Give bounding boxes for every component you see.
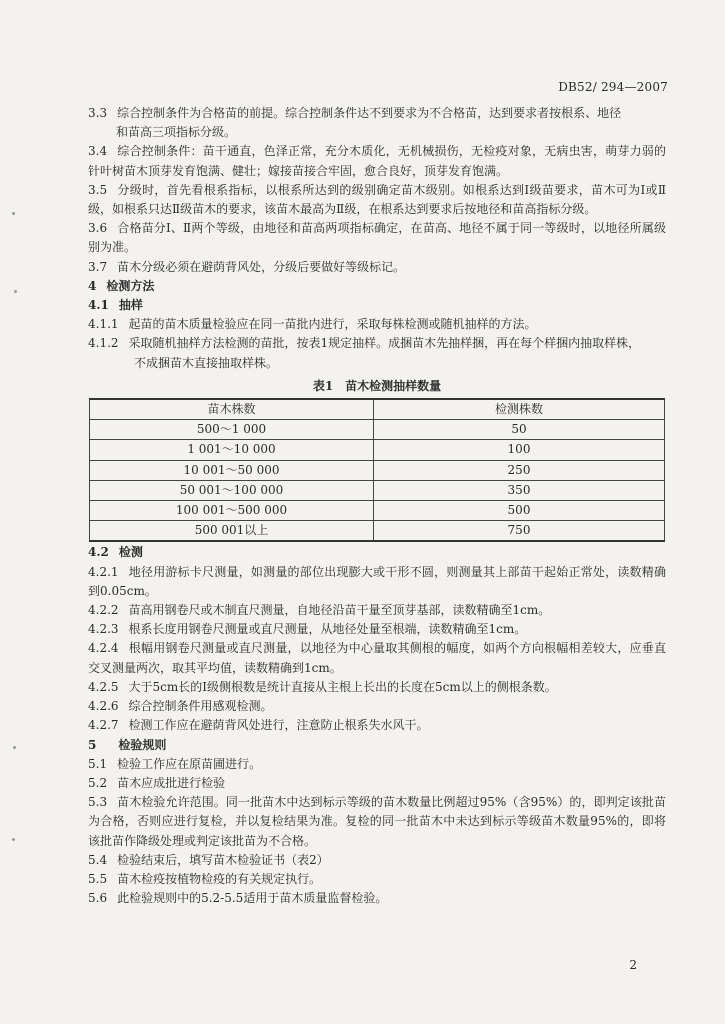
scan-speck [13, 746, 16, 749]
table-cell: 100 [374, 440, 665, 460]
clause-4-2-3: 4.2.3 根系长度用钢卷尺测量或直尺测量，从地径处量至根端，读数精确至1cm。 [88, 622, 527, 637]
clause-4-2-2: 4.2.2 苗高用钢卷尺或木制直尺测量，自地径沿苗干量至顶芽基部，读数精确至1cm。 [88, 603, 551, 618]
table-row [90, 521, 665, 542]
page-content [88, 104, 666, 908]
clause-4-1-1: 4.1.1 起苗的苗木质量检验应在同一苗批内进行，采取每株检测或随机抽样的方法。 [88, 317, 537, 332]
clause-3-7: 3.7 苗木分级必须在避荫背风处，分级后要做好等级标记。 [88, 259, 406, 274]
table-cell: 250 [374, 460, 665, 480]
table-cell: 50 [374, 420, 665, 440]
table-cell: 10 001～50 000 [90, 460, 374, 480]
table-cell: 1 001～10 000 [90, 440, 374, 460]
page-number: 2 [629, 958, 637, 972]
clause-3-5: 3.5 分级时，首先看根系指标，以根系所达到的级别确定苗木级别。如根系达到Ⅰ级苗要求，苗木可为Ⅰ或Ⅱ级，如根系只达Ⅱ级苗木的要求，该苗木最高为Ⅱ级，在根系达到要求后按地径和苗高指标分级。 [88, 182, 666, 217]
clause-3-4: 3.4 综合控制条件：苗干通直，色泽正常，充分木质化，无机械损伤，无检疫对象，无病虫害，萌芽力弱的针叶树苗木顶芽发育饱满、健壮；嫁接苗接合牢固，愈合良好，顶芽发育饱满。 [88, 144, 666, 178]
table-row [90, 440, 665, 460]
scan-speck [12, 212, 15, 215]
section-5-heading: 5 检验规则 [88, 737, 167, 752]
table-header-cell: 检测株数 [374, 399, 665, 420]
clause-5-3: 5.3 苗木检验允许范围。同一批苗木中达到标示等级的苗木数量比例超过95%（含95%）的，即判定该批苗为合格，否则应进行复检，并以复检结果为准。复检的同一批苗木中未达到标示等级苗木数量95%的，即将该批苗作降级处理或判定该批苗为不合格。 [88, 795, 666, 848]
scan-speck [14, 290, 17, 293]
clause-4-2-5: 4.2.5 大于5cm长的Ⅰ级侧根数是统计直接从主根上长出的长度在5cm以上的侧根条数。 [88, 679, 557, 694]
clause-5-2: 5.2 苗木应成批进行检验 [88, 775, 226, 790]
clause-4-1-2: 4.1.2 采取随机抽样方法检测的苗批，按表1规定抽样。成捆苗木先抽样捆，再在每个样捆内抽取样株， [88, 336, 641, 351]
clause-4-2-1: 4.2.1 地径用游标卡尺测量，如测量的部位出现膨大或干形不圆，则测量其上部苗干起始正常处，读数精确到0.05cm。 [88, 564, 666, 598]
section-4-1-heading: 4.1 抽样 [88, 298, 143, 313]
standard-code: DB52/ 294—2007 [558, 80, 668, 94]
clause-3-3-cont: 和苗高三项指标分级。 [116, 125, 237, 140]
scan-speck [12, 838, 15, 841]
table-header-row [90, 399, 665, 420]
table-cell: 100 001～500 000 [90, 501, 374, 521]
clause-5-5: 5.5 苗木检疫按植物检疫的有关规定执行。 [88, 871, 322, 886]
table-cell: 350 [374, 480, 665, 500]
sampling-table [89, 398, 665, 542]
clause-5-1: 5.1 检验工作应在原苗圃进行。 [88, 756, 262, 771]
clause-5-4: 5.4 检验结束后，填写苗木检验证书（表2） [88, 852, 329, 867]
clause-4-1-2-cont: 不成捆苗木直接抽取样株。 [134, 355, 279, 370]
clause-5-6: 5.6 此检验规则中的5.2-5.5适用于苗木质量监督检验。 [88, 891, 388, 906]
clause-4-2-7: 4.2.7 检测工作应在避荫背风处进行，注意防止根系失水风干。 [88, 718, 429, 733]
table-row [90, 501, 665, 521]
table-row [90, 420, 665, 440]
table-1-title: 表1 苗木检测抽样数量 [312, 378, 442, 393]
table-row [90, 480, 665, 500]
table-cell: 500 001以上 [90, 521, 374, 542]
section-4-heading: 4 检测方法 [88, 278, 155, 293]
table-cell: 500 [374, 501, 665, 521]
table-cell: 750 [374, 521, 665, 542]
clause-3-3: 3.3 综合控制条件为合格苗的前提。综合控制条件达不到要求为不合格苗，达到要求者按根系、地径 [88, 106, 622, 120]
clause-4-2-4: 4.2.4 根幅用钢卷尺测量或直尺测量，以地径为中心量取其侧根的幅度，如两个方向根幅相差较大，应垂直交叉测量两次，取其平均值，读数精确到1cm。 [88, 641, 666, 675]
clause-3-6: 3.6 合格苗分Ⅰ、Ⅱ两个等级，由地径和苗高两项指标确定，在苗高、地径不属于同一等级时，以地径所属级别为准。 [88, 221, 666, 255]
table-cell: 50 001～100 000 [90, 480, 374, 500]
table-header-cell: 苗木株数 [90, 399, 374, 420]
section-4-2-heading: 4.2 检测 [88, 545, 143, 560]
table-cell: 500～1 000 [90, 420, 374, 440]
clause-4-2-6: 4.2.6 综合控制条件用感观检测。 [88, 699, 273, 714]
table-row [90, 460, 665, 480]
